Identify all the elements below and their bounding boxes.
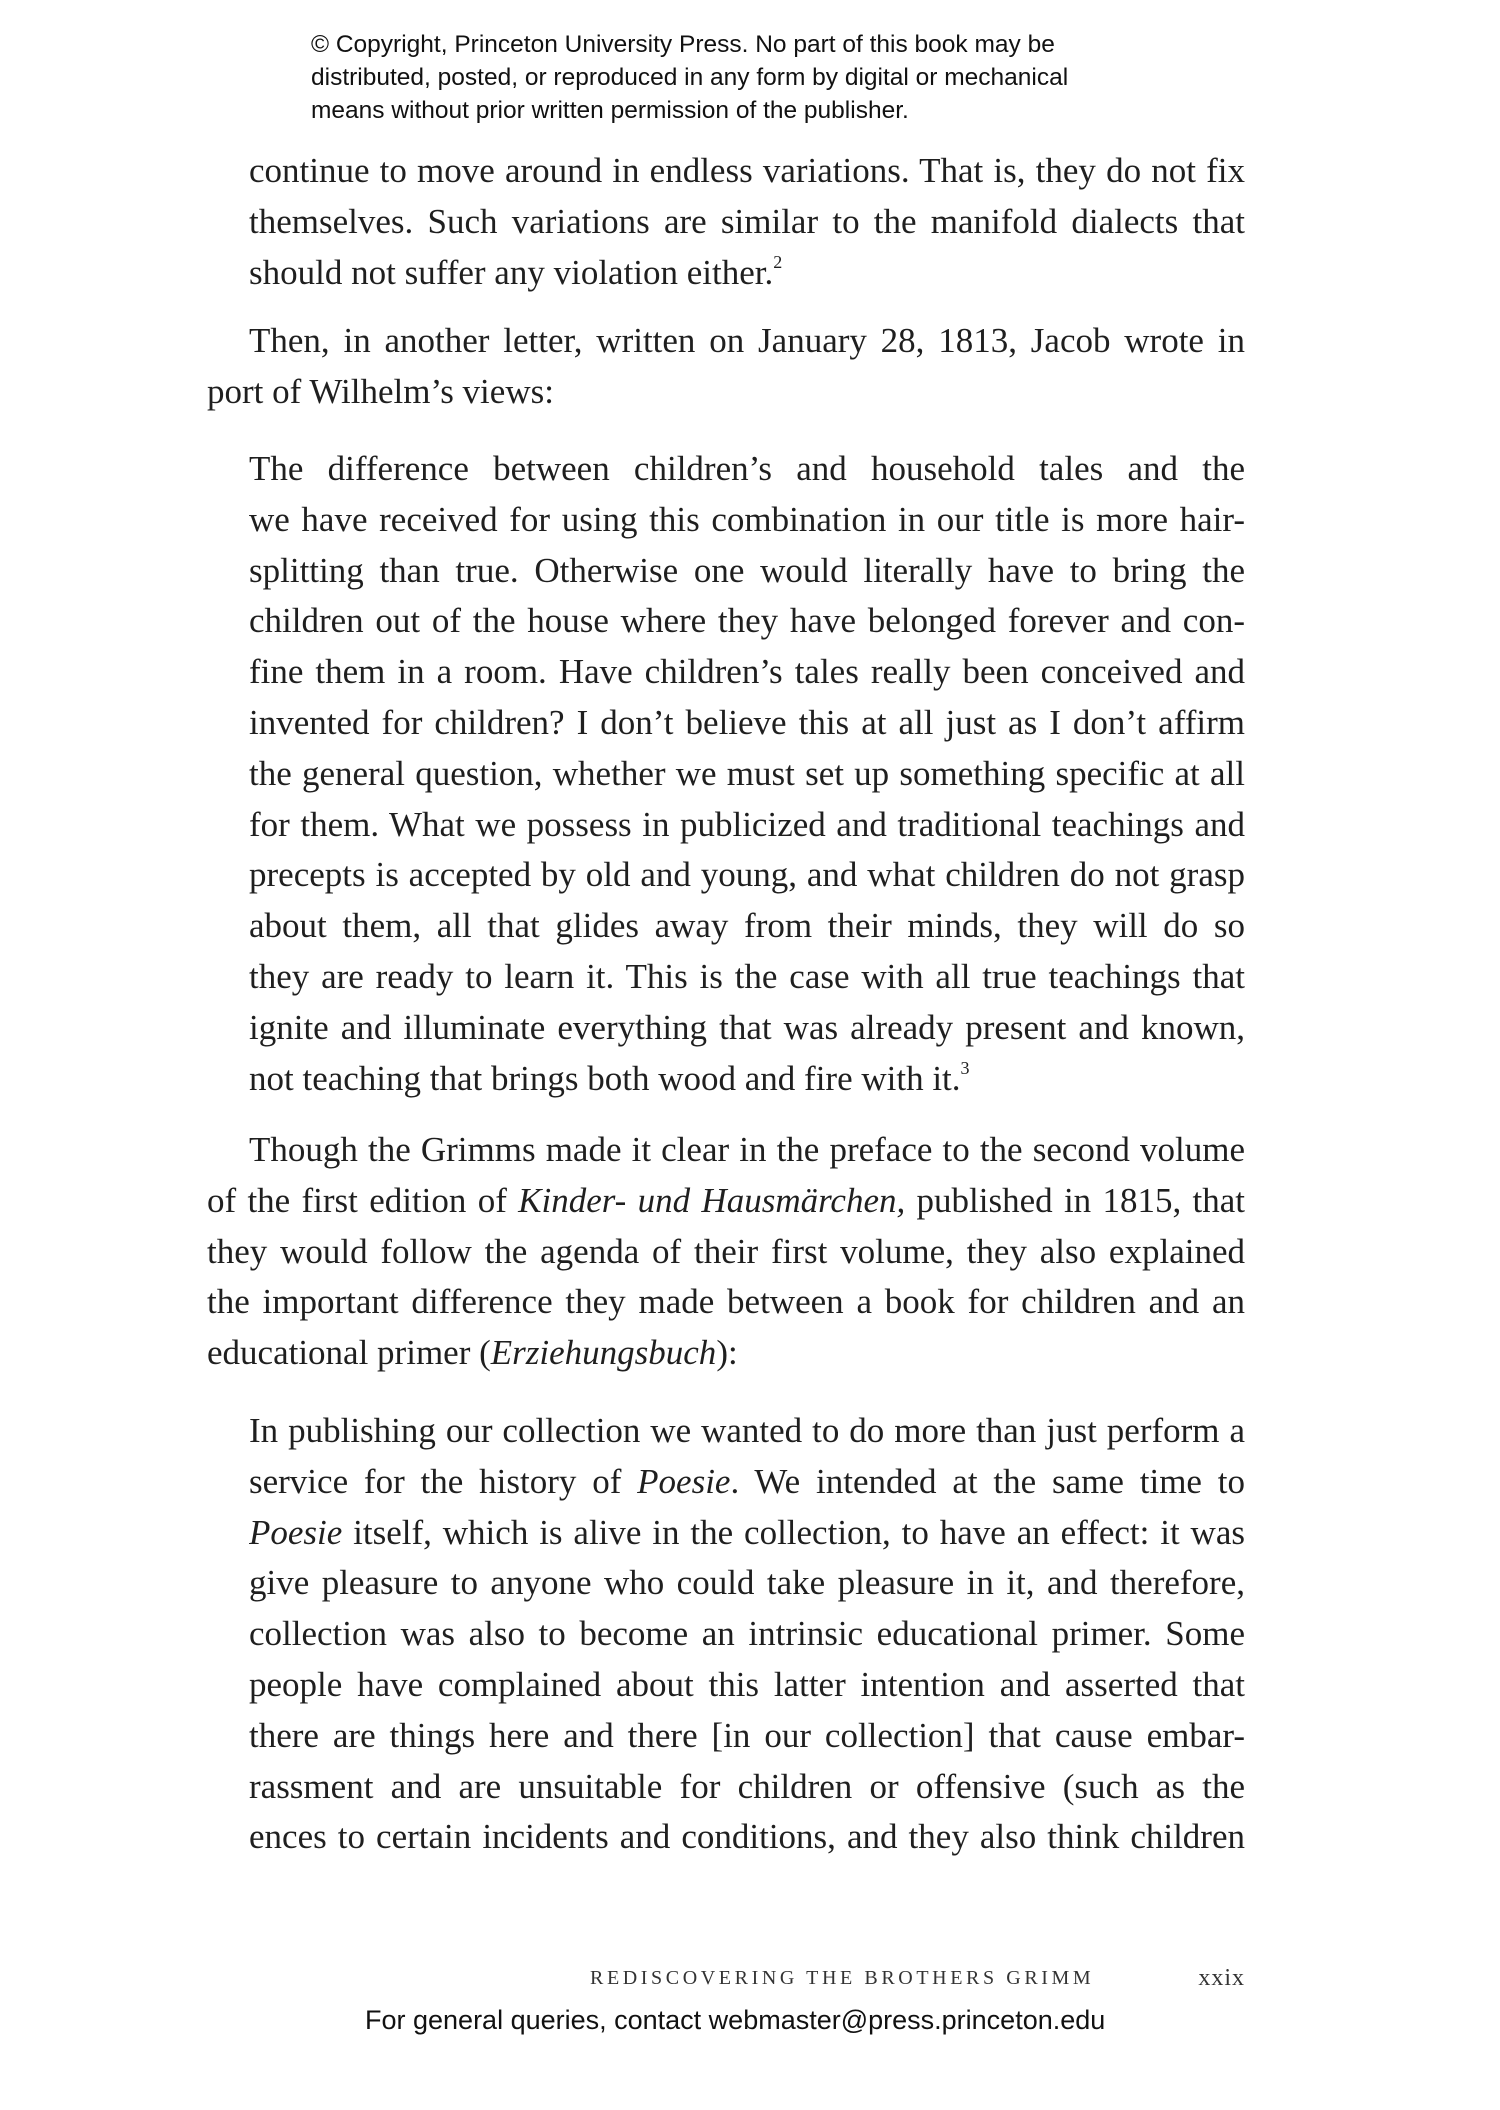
quote-line: In publishing our collection we wanted to do more than just perform a: [249, 1411, 1245, 1450]
quote-line: invented for children? I don’t believe this at all just as I don’t affirm: [249, 702, 1245, 742]
contact-line: For general queries, contact webmaster@press.princeton.edu: [365, 2005, 1106, 2035]
quote-line: children out of the house where they have belonged forever and con-: [249, 601, 1245, 641]
quote-line: the general question, whether we must set up something specific at all: [249, 753, 1245, 793]
quote-line: people have complained about this latter intention and asserted that: [249, 1664, 1245, 1704]
body-paragraph: [207, 316, 1245, 418]
quote-line: about them, all that glides away from their minds, they will do so: [249, 906, 1245, 946]
paragraph-line: of the first edition of Kinder- und Hausmärchen, published in 1815, that: [207, 1180, 1245, 1220]
copyright-line: distributed, posted, or reproduced in any form by digital or mechanical: [311, 64, 1069, 91]
running-head-title: REDISCOVERING THE BROTHERS GRIMM: [590, 1967, 1095, 1989]
quote-line: collection was also to become an intrinsic educational primer. Some: [249, 1614, 1245, 1654]
paragraph-line: Though the Grimms made it clear in the preface to the second volume: [249, 1130, 1245, 1169]
quote-line: rassment and are unsuitable for children or offensive (such as the: [249, 1766, 1245, 1806]
quote-line: The difference between children’s and household tales and the: [249, 449, 1245, 488]
quote-line: continue to move around in endless variations. That is, they do not fix: [249, 151, 1245, 190]
paragraph-line: educational primer (Erziehungsbuch):: [207, 1333, 738, 1373]
copyright-line: means without prior written permission of the publisher.: [311, 97, 909, 124]
quote-line: for them. What we possess in publicized and traditional teachings and: [249, 804, 1245, 844]
paragraph-line: port of Wilhelm’s views:: [207, 371, 554, 411]
block-quote: [249, 1406, 1245, 1863]
page-number: xxix: [1198, 1965, 1245, 1991]
quote-line: ignite and illuminate everything that was already present and known,: [249, 1007, 1245, 1047]
quote-line: not teaching that brings both wood and fire with it.$^3$: [249, 1057, 970, 1098]
quote-line: they are ready to learn it. This is the case with all true teachings that: [249, 956, 1245, 996]
footnote-marker: 3: [960, 1057, 970, 1078]
italic-term: Erziehungsbuch: [490, 1333, 717, 1373]
quote-line: we have received for using this combination in our title is more hair-: [249, 499, 1245, 539]
quote-line: precepts is accepted by old and young, and what children do not grasp: [249, 855, 1245, 895]
quote-line: should not suffer any violation either.$^2$: [249, 251, 783, 292]
italic-title: Kinder- und Hausmärchen,: [518, 1180, 906, 1220]
paragraph-line: the important difference they made between a book for children and an: [207, 1282, 1245, 1322]
block-quote-continued: [249, 146, 1245, 298]
paragraph-line: they would follow the agenda of their first volume, they also explained: [207, 1231, 1245, 1271]
body-paragraph: [207, 1125, 1245, 1379]
italic-term: Poesie: [249, 1512, 343, 1552]
paragraph-line: Then, in another letter, written on January 28, 1813, Jacob wrote in: [249, 321, 1245, 360]
quote-line: fine them in a room. Have children’s tales really been conceived and: [249, 652, 1245, 692]
quote-line: splitting than true. Otherwise one would literally have to bring the: [249, 550, 1245, 590]
block-quote: [249, 444, 1245, 1104]
copyright-line: © Copyright, Princeton University Press. No part of this book may be: [311, 31, 1055, 58]
quote-line: there are things here and there [in our collection] that cause embar-: [249, 1715, 1245, 1755]
copyright-notice: [311, 28, 1251, 127]
quote-line: give pleasure to anyone who could take pleasure in it, and therefore,: [249, 1563, 1245, 1603]
quote-line: Poesie itself, which is alive in the collection, to have an effect: it was: [249, 1512, 1245, 1552]
quote-line: service for the history of Poesie. We intended at the same time to: [249, 1461, 1245, 1501]
quote-line: ences to certain incidents and conditions, and they also think children: [249, 1817, 1245, 1857]
quote-line: themselves. Such variations are similar to the manifold dialects that: [249, 201, 1245, 241]
italic-term: Poesie: [637, 1461, 731, 1501]
footnote-marker: 2: [773, 251, 783, 272]
